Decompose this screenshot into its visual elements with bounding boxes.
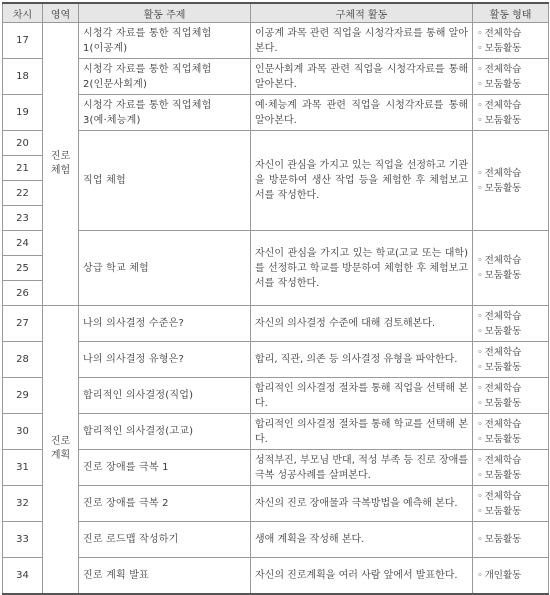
format-item — [477, 468, 544, 483]
bullet-icon: ◦ — [477, 505, 483, 517]
table-row — [3, 558, 549, 594]
format-item — [477, 381, 544, 396]
topic-cell — [79, 59, 251, 95]
activity-description: 합리, 직관, 의존 등 의사결정 유형을 파악한다. — [251, 342, 473, 378]
bullet-icon: ◦ — [477, 397, 483, 409]
format-cell — [473, 59, 549, 95]
format-label: 전체학습 — [484, 346, 522, 358]
topic-line: 3(예·체능계) — [83, 114, 141, 126]
bullet-icon: ◦ — [477, 382, 483, 394]
topic-line: 시청각 자료를 통한 직업체험 — [83, 63, 212, 75]
bullet-icon: ◦ — [477, 454, 483, 466]
format-item — [477, 453, 544, 468]
table-row — [3, 414, 549, 450]
topic-cell: 진로 로드맵 작성하기 — [79, 522, 251, 558]
format-label: 모둠활동 — [484, 114, 522, 126]
area-label: 진로 — [50, 436, 71, 448]
table-row — [3, 450, 549, 486]
format-item — [477, 62, 544, 77]
session-number: 25 — [3, 256, 43, 281]
format-item — [477, 324, 544, 339]
session-number: 20 — [3, 131, 43, 156]
session-number: 18 — [3, 59, 43, 95]
activity-description: 예·체능계 과목 관련 직업을 시청각자료를 통해 알아본다. — [251, 95, 473, 131]
bullet-icon: ◦ — [477, 569, 483, 581]
format-label: 전체학습 — [484, 63, 522, 75]
topic-line: 1(이공계) — [83, 42, 128, 54]
bullet-icon: ◦ — [477, 469, 483, 481]
header-row — [3, 3, 549, 23]
format-label: 전체학습 — [484, 99, 522, 111]
topic-cell: 진로 장애를 극복 2 — [79, 486, 251, 522]
format-label: 모둠활동 — [484, 78, 522, 90]
format-item — [477, 253, 544, 268]
format-label: 모둠활동 — [484, 469, 522, 481]
format-label: 전체학습 — [484, 382, 522, 394]
bullet-icon: ◦ — [477, 63, 483, 75]
session-number: 23 — [3, 206, 43, 231]
format-item — [477, 396, 544, 411]
topic-cell: 직업 체험 — [79, 131, 251, 231]
topic-cell: 진로 계획 발표 — [79, 558, 251, 594]
activity-description: 인문사회계 과목 관련 직업을 시청각자료를 통해 알아본다. — [251, 59, 473, 95]
area-label: 진로 — [50, 151, 71, 162]
format-label: 전체학습 — [484, 167, 522, 179]
session-number: 32 — [3, 486, 43, 522]
format-cell — [473, 342, 549, 378]
topic-cell — [79, 23, 251, 59]
format-item — [477, 113, 544, 128]
format-label: 전체학습 — [484, 27, 522, 39]
session-number: 19 — [3, 95, 43, 131]
format-item — [477, 181, 544, 196]
table-row — [3, 522, 549, 558]
format-cell — [473, 95, 549, 131]
topic-line: 시청각 자료를 통한 직업체험 — [83, 27, 212, 39]
activity-description: 합리적인 의사결정 절차를 통해 직업을 선택해 본다. — [251, 378, 473, 414]
format-item — [477, 309, 544, 324]
topic-cell: 나의 의사결정 수준은? — [79, 306, 251, 342]
activity-description: 성적부진, 부모님 반대, 적성 부족 등 진로 장애를 극복 성공사례를 살펴본다. — [251, 450, 473, 486]
session-number: 31 — [3, 450, 43, 486]
format-label: 전체학습 — [484, 418, 522, 430]
format-item — [477, 345, 544, 360]
format-item — [477, 568, 544, 583]
format-item — [477, 268, 544, 283]
format-cell — [473, 450, 549, 486]
format-label: 모둠활동 — [484, 505, 522, 517]
bullet-icon: ◦ — [477, 42, 483, 54]
topic-line: 2(인문사회계) — [83, 78, 148, 90]
activity-description: 자신의 의사결정 수준에 대해 검토해본다. — [251, 306, 473, 342]
format-item — [477, 360, 544, 375]
format-label: 개인활동 — [484, 569, 522, 581]
format-label: 전체학습 — [484, 255, 522, 266]
table-row — [3, 378, 549, 414]
session-number: 24 — [3, 231, 43, 256]
format-item — [477, 41, 544, 56]
area-cell — [43, 306, 79, 594]
format-label: 전체학습 — [484, 310, 522, 322]
format-label: 전체학습 — [484, 490, 522, 502]
format-cell — [473, 486, 549, 522]
activity-description: 자신의 진로계획을 여러 사람 앞에서 발표한다. — [251, 558, 473, 594]
format-label: 모둠활동 — [484, 325, 522, 337]
session-number: 26 — [3, 281, 43, 306]
header-area: 영역 — [43, 3, 79, 23]
activity-description: 생애 계획을 작성해 본다. — [251, 522, 473, 558]
format-label: 모둠활동 — [484, 361, 522, 373]
table-row — [3, 342, 549, 378]
format-item — [477, 432, 544, 447]
bullet-icon: ◦ — [477, 270, 483, 281]
format-item — [477, 26, 544, 41]
topic-cell: 합리적인 의사결정(직업) — [79, 378, 251, 414]
format-cell — [473, 414, 549, 450]
format-item — [477, 98, 544, 113]
header-session: 차시 — [3, 3, 43, 23]
session-number: 28 — [3, 342, 43, 378]
format-cell — [473, 231, 549, 306]
format-label: 모둠활동 — [484, 397, 522, 409]
table-row — [3, 306, 549, 342]
format-item — [477, 532, 544, 547]
bullet-icon: ◦ — [477, 310, 483, 322]
session-number: 21 — [3, 156, 43, 181]
header-format: 활동 형태 — [473, 3, 549, 23]
topic-cell: 상급 학교 체험 — [79, 231, 251, 306]
bullet-icon: ◦ — [477, 433, 483, 445]
bullet-icon: ◦ — [477, 418, 483, 430]
activity-description: 합리적인 의사결정 절차를 통해 학교를 선택해 본다. — [251, 414, 473, 450]
format-label: 모둠활동 — [484, 270, 522, 281]
format-cell — [473, 558, 549, 594]
header-topic: 활동 주제 — [79, 3, 251, 23]
format-item — [477, 504, 544, 519]
format-cell — [473, 23, 549, 59]
activity-description: 자신이 관심을 가지고 있는 학교(고교 또는 대학)를 선정하고 학교를 방문하여 체험한 후 체험보고서를 작성한다. — [251, 231, 473, 306]
bullet-icon: ◦ — [477, 27, 483, 39]
bullet-icon: ◦ — [477, 534, 483, 545]
table-row — [3, 131, 549, 156]
format-cell — [473, 306, 549, 342]
format-cell — [473, 131, 549, 231]
session-number: 34 — [3, 558, 43, 594]
session-number: 29 — [3, 378, 43, 414]
bullet-icon: ◦ — [477, 182, 483, 194]
session-number: 17 — [3, 23, 43, 59]
bullet-icon: ◦ — [477, 78, 483, 90]
table-row — [3, 59, 549, 95]
area-label: 계획 — [50, 450, 71, 462]
area-cell — [43, 23, 79, 306]
bullet-icon: ◦ — [477, 99, 483, 111]
topic-cell: 합리적인 의사결정(고교) — [79, 414, 251, 450]
table-row — [3, 231, 549, 256]
session-number: 22 — [3, 181, 43, 206]
format-cell — [473, 522, 549, 558]
activity-table — [2, 2, 549, 595]
bullet-icon: ◦ — [477, 490, 483, 502]
bullet-icon: ◦ — [477, 255, 483, 266]
activity-description: 자신의 진로 장애물과 극복방법을 예측해 본다. — [251, 486, 473, 522]
area-label: 체험 — [50, 165, 71, 176]
session-number: 27 — [3, 306, 43, 342]
session-number: 30 — [3, 414, 43, 450]
table-row — [3, 95, 549, 131]
format-label: 전체학습 — [484, 454, 522, 466]
topic-line: 시청각 자료를 통한 직업체험 — [83, 99, 212, 111]
bullet-icon: ◦ — [477, 167, 483, 179]
format-item — [477, 417, 544, 432]
bullet-icon: ◦ — [477, 361, 483, 373]
format-label: 모둠활동 — [484, 42, 522, 54]
format-item — [477, 166, 544, 181]
topic-cell: 나의 의사결정 유형은? — [79, 342, 251, 378]
format-label: 모둠활동 — [484, 534, 522, 545]
activity-description: 자신이 관심을 가지고 있는 직업을 선정하고 기관을 방문하여 생산 작업 등을 체험한 후 체험보고서를 작성한다. — [251, 131, 473, 231]
header-activity: 구체적 활동 — [251, 3, 473, 23]
format-label: 모둠활동 — [484, 433, 522, 445]
format-item — [477, 77, 544, 92]
topic-cell — [79, 95, 251, 131]
session-number: 33 — [3, 522, 43, 558]
format-item — [477, 489, 544, 504]
bullet-icon: ◦ — [477, 325, 483, 337]
format-cell — [473, 378, 549, 414]
table-row — [3, 23, 549, 59]
bullet-icon: ◦ — [477, 346, 483, 358]
topic-cell: 진로 장애를 극복 1 — [79, 450, 251, 486]
activity-description: 이공계 과목 관련 직업을 시청각자료를 통해 알아본다. — [251, 23, 473, 59]
table-row — [3, 486, 549, 522]
format-label: 모둠활동 — [484, 182, 522, 194]
bullet-icon: ◦ — [477, 114, 483, 126]
